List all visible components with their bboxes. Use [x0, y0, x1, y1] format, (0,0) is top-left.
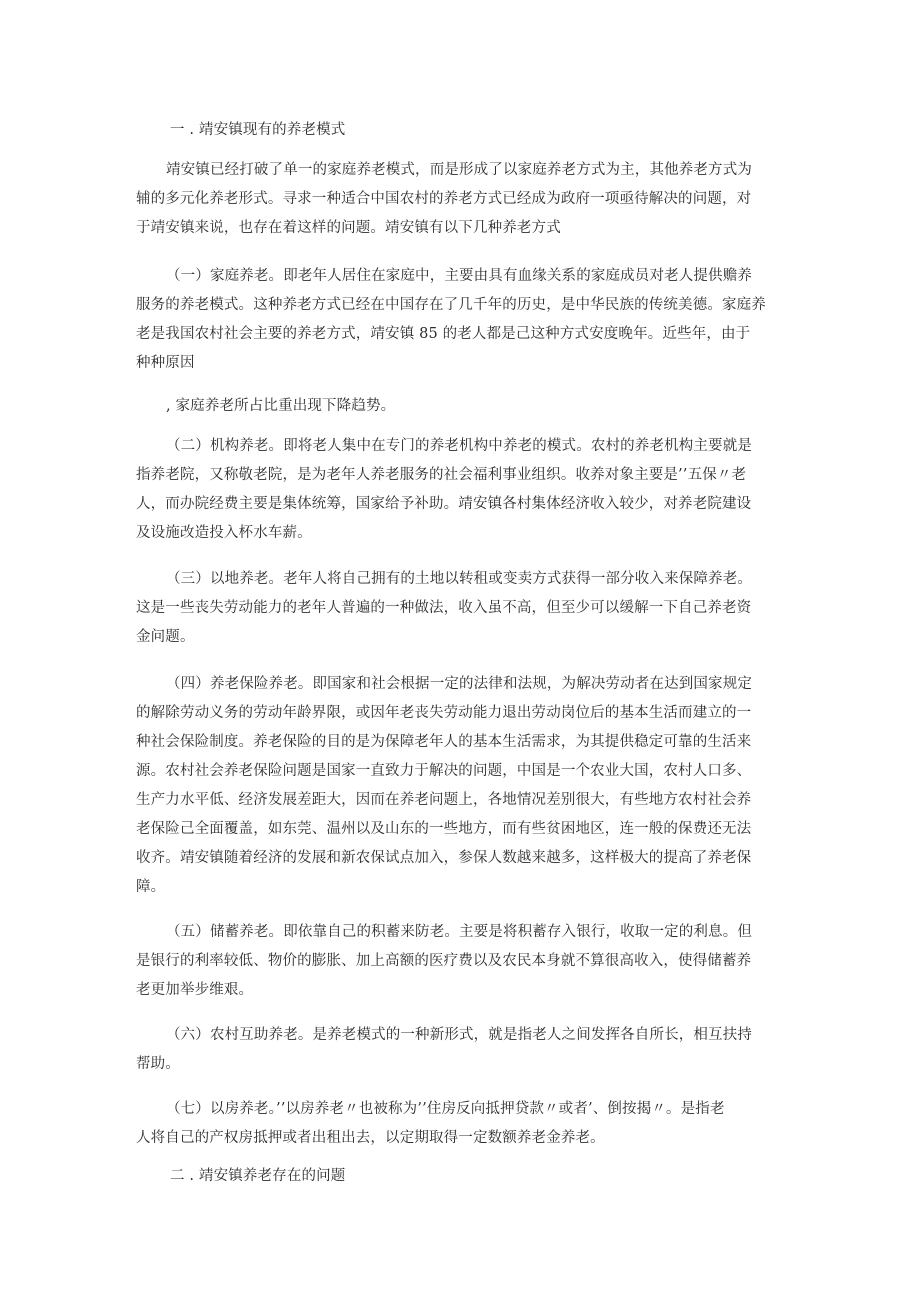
paragraph-line: 金问题。 — [136, 629, 195, 645]
section-heading-2: 二 . 靖安镇养老存在的问题 — [170, 1168, 346, 1184]
paragraph-line: （一）家庭养老。即老年人居住在家庭中，主要由具有血缘关系的家庭成员对老人提供赡养 — [166, 268, 752, 284]
paragraph-line: 老更加举步维艰。 — [136, 982, 254, 998]
paragraph-line: （六）农村互助养老。是养老模式的一种新形式，就是指老人之间发挥各自所长，相互扶持 — [166, 1027, 752, 1043]
paragraph-line: 障。 — [136, 879, 166, 895]
paragraph-line: 服务的养老模式。这种养老方式已经在中国存在了几千年的历史，是中华民族的传统美德。家庭养 — [136, 297, 766, 313]
paragraph-line: 的解除劳动义务的劳动年龄界限，或因年老丧失劳动能力退出劳动岗位后的基本生活而建立的一 — [136, 705, 752, 721]
paragraph-line: 人，而办院经费主要是集体统筹，国家给予补助。靖安镇各村集体经济收入较少，对养老院建设 — [136, 496, 752, 512]
paragraph-line: 收齐。靖安镇随着经济的发展和新农保试点加入，参保人数越来越多，这样极大的提高了养老保 — [136, 850, 752, 866]
paragraph-line: 源。农村社会养老保险问题是国家一直致力于解决的问题，中国是一个农业大国，农村人口多、 — [136, 763, 752, 779]
paragraph-line: 生产力水平低、经济发展差距大，因而在养老问题上，各地情况差别很大，有些地方农村社会养 — [136, 792, 752, 808]
paragraph-line: , 家庭养老所占比重出现下降趋势。 — [166, 398, 396, 414]
paragraph-line: 帮助。 — [136, 1056, 180, 1072]
paragraph-line: 种种原因 — [136, 355, 195, 371]
paragraph-line: 这是一些丧失劳动能力的老年人普遍的一种做法，收入虽不高，但至少可以缓解一下自己养老资 — [136, 600, 752, 616]
paragraph-line: （四）养老保险养老。即国家和社会根据一定的法律和法规，为解决劳动者在达到国家规定 — [166, 676, 752, 692]
paragraph-line: 人将自己的产权房抵押或者出租出去，以定期取得一定数额养老金养老。 — [136, 1130, 605, 1146]
section-heading-1: 一 . 靖安镇现有的养老模式 — [170, 122, 346, 138]
paragraph-line: 老是我国农村社会主要的养老方式，靖安镇 85 的老人都是己这种方式安度晚年。近些年，由于 — [136, 326, 751, 342]
intro-line: 辅的多元化养老形式。寻求一种适合中国农村的养老方式已经成为政府一项亟待解决的问题，对 — [136, 191, 752, 207]
paragraph-line: 老保险己全面覆盖，如东莞、温州以及山东的一些地方，而有些贫困地区，连一般的保费还无法 — [136, 821, 752, 837]
paragraph-line: （五）储蓄养老。即依靠自己的积蓄来防老。主要是将积蓄存入银行，收取一定的利息。但 — [166, 924, 752, 940]
paragraph-line: （三）以地养老。老年人将自己拥有的土地以转租或变卖方式获得一部分收入来保障养老。 — [166, 571, 752, 587]
paragraph-line: 是银行的利率较低、物价的膨胀、加上高额的医疗费以及农民本身就不算很高收入，使得储蓄养 — [136, 953, 752, 969]
paragraph-line: （七）以房养老。’’以房养老〃也被称为’’住房反向抵押贷款〃或者’、倒按揭〃。是指老 — [166, 1101, 725, 1117]
intro-line: 于靖安镇来说，也存在着这样的问题。靖安镇有以下几种养老方式 — [136, 220, 561, 236]
paragraph-line: （二）机构养老。即将老人集中在专门的养老机构中养老的模式。农村的养老机构主要就是 — [166, 438, 752, 454]
paragraph-line: 及设施改造投入杯水车薪。 — [136, 525, 312, 541]
paragraph-line: 种社会保险制度。养老保险的目的是为保障老年人的基本生活需求，为其提供稳定可靠的生活来 — [136, 734, 752, 750]
paragraph-line: 指养老院，又称敬老院，是为老年人养老服务的社会福利事业组织。收养对象主要是’’五保〃老 — [136, 467, 747, 483]
intro-line: 靖安镇已经打破了单一的家庭养老模式，而是形成了以家庭养老方式为主，其他养老方式为 — [166, 162, 752, 178]
